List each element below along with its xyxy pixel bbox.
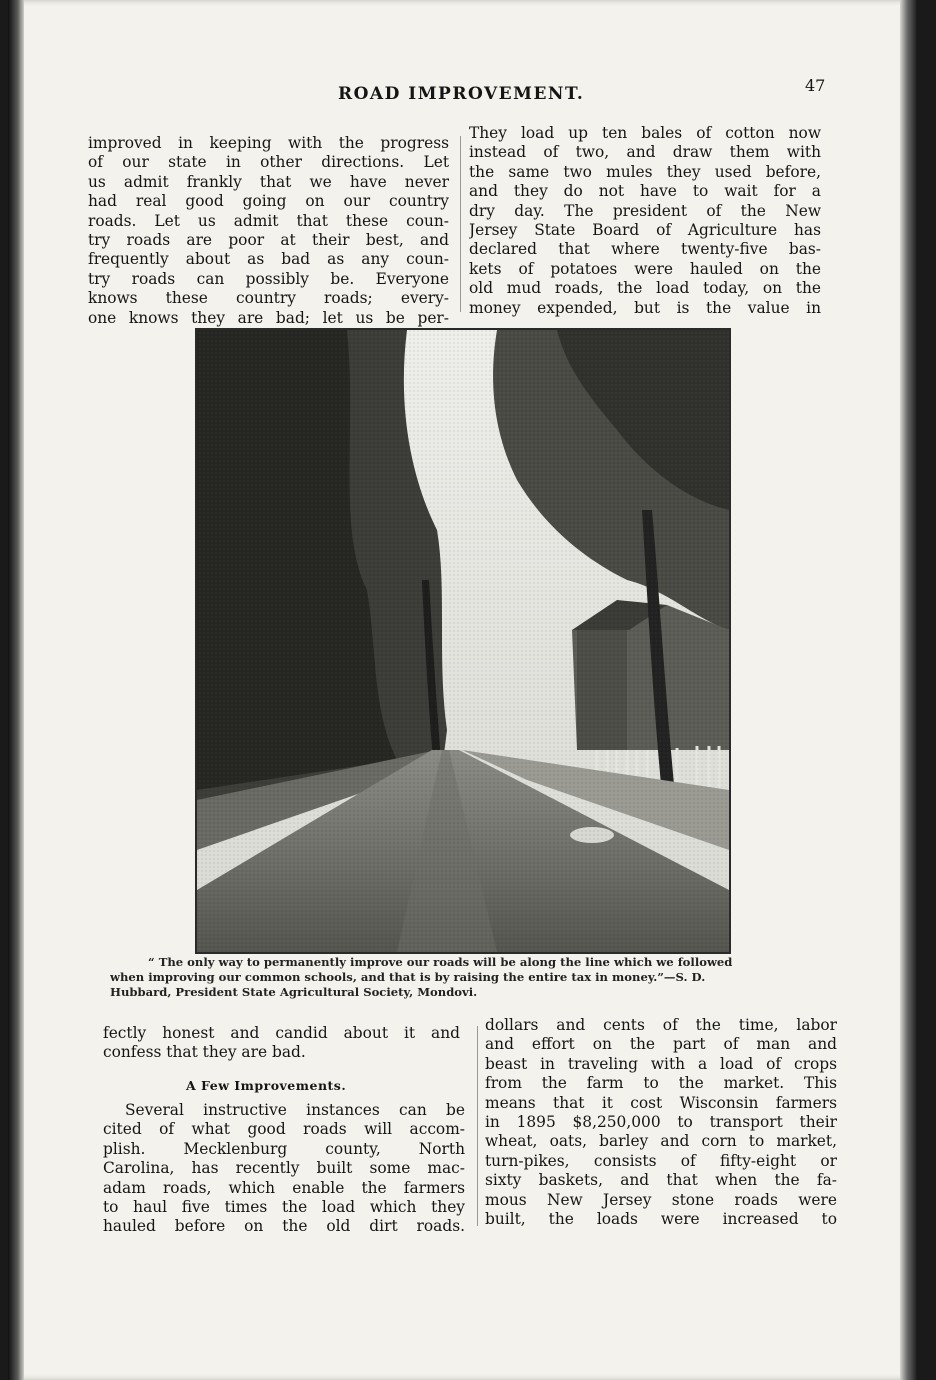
caption-line: when improving our common schools, and that is by raising the entire tax in money.”—S. D. <box>110 970 706 984</box>
text-line: money expended, but is the value in <box>469 298 821 317</box>
text-line: wheat, oats, barley and corn to market, <box>485 1132 837 1151</box>
text-line: and effort on the part of man and <box>485 1035 837 1054</box>
text-line: cited of what good roads will accom- <box>103 1120 465 1139</box>
text-line: knows these country roads; every- <box>88 289 449 308</box>
text-line: dry day. The president of the New <box>469 201 821 220</box>
section-subheading: A Few Improvements. <box>186 1078 347 1093</box>
text-line: plish. Mecklenburg county, North <box>103 1139 465 1158</box>
text-line: instead of two, and draw them with <box>469 143 821 162</box>
book-page <box>8 0 918 1380</box>
text-line: roads. Let us admit that these coun- <box>88 211 449 230</box>
top-right-column <box>469 124 821 318</box>
column-rule <box>477 1026 478 1226</box>
text-line: They load up ten bales of cotton now <box>469 124 821 142</box>
text-line: and they do not have to wait for a <box>469 182 821 201</box>
text-line: us admit frankly that we have never <box>88 172 449 191</box>
text-line: old mud roads, the load today, on the <box>469 279 821 298</box>
text-line: one knows they are bad; let us be per- <box>88 308 449 327</box>
text-line: to haul five times the load which they <box>103 1197 465 1216</box>
text-line: declared that where twenty-five bas- <box>469 240 821 259</box>
text-line: had real good going on our country <box>88 192 449 211</box>
text-line: dollars and cents of the time, labor <box>485 1016 837 1034</box>
text-line: fectly honest and candid about it and <box>103 1024 460 1042</box>
text-line: Carolina, has recently built some mac- <box>103 1159 465 1178</box>
text-line: confess that they are bad. <box>103 1043 306 1062</box>
text-line: beast in traveling with a load of crops <box>485 1054 837 1073</box>
text-line: sixty baskets, and that when the fa- <box>485 1171 837 1190</box>
caption-line: “ The only way to permanently improve our roads will be along the line which we followed <box>148 955 733 969</box>
text-line: frequently about as bad as any coun- <box>88 250 449 269</box>
text-line: hauled before on the old dirt roads. <box>103 1217 465 1236</box>
column-rule <box>460 136 461 312</box>
caption-line: Hubbard, President State Agricultural Society, Mondovi. <box>110 985 478 999</box>
text-line: adam roads, which enable the farmers <box>103 1178 465 1197</box>
text-line: kets of potatoes were hauled on the <box>469 259 821 278</box>
text-line: built, the loads were increased to <box>485 1209 837 1228</box>
running-title: ROAD IMPROVEMENT. <box>338 84 585 104</box>
top-left-column <box>88 134 449 328</box>
text-line: the same two mules they used before, <box>469 162 821 181</box>
book-spine-shadow <box>8 0 24 1380</box>
photo-caption <box>110 955 840 1000</box>
bottom-left-intro <box>103 1024 460 1063</box>
text-line: try roads can possibly be. Everyone <box>88 269 449 288</box>
text-line: Jersey State Board of Agriculture has <box>469 220 821 239</box>
text-line: from the farm to the market. This <box>485 1074 837 1093</box>
road-photograph <box>195 328 731 954</box>
tree-lined-road-illustration <box>197 330 729 952</box>
text-line: try roads are poor at their best, and <box>88 230 449 249</box>
text-line: in 1895 $8,250,000 to transport their <box>485 1112 837 1131</box>
text-line: of our state in other directions. Let <box>88 153 449 172</box>
bottom-left-body <box>103 1101 465 1237</box>
bottom-right-column <box>485 1016 837 1229</box>
text-line: turn-pikes, consists of fifty-eight or <box>485 1151 837 1170</box>
text-line: Several instructive instances can be <box>125 1101 465 1119</box>
text-line: mous New Jersey stone roads were <box>485 1190 837 1209</box>
text-line: improved in keeping with the progress <box>88 134 449 152</box>
page-number: 47 <box>805 76 826 95</box>
page-edge-shadow <box>900 0 918 1380</box>
text-line: means that it cost Wisconsin farmers <box>485 1093 837 1112</box>
